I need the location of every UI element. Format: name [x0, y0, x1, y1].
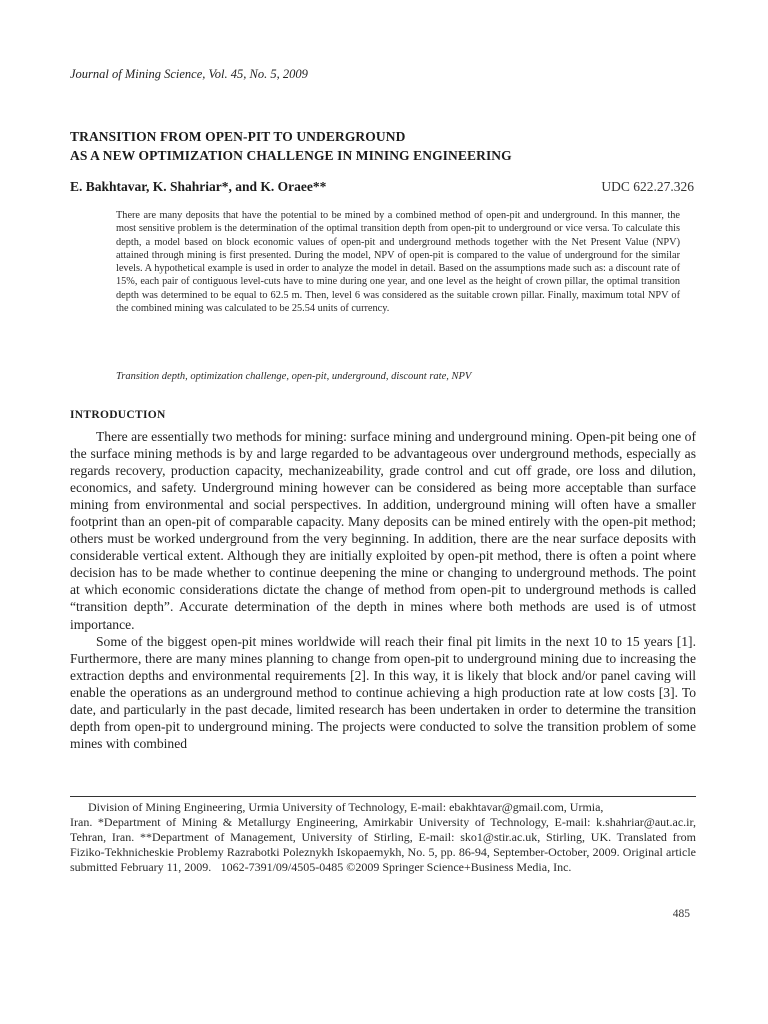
- title-line-2: AS A NEW OPTIMIZATION CHALLENGE IN MINING ENGINEERING: [70, 148, 512, 163]
- footnote-divider: [70, 796, 696, 797]
- footnote-line-1: Division of Mining Engineering, Urmia University of Technology, E-mail: ebakhtavar@gmail.com, Urmia,: [88, 800, 604, 814]
- keywords: Transition depth, optimization challenge, open-pit, underground, discount rate, NPV: [116, 371, 472, 382]
- footnote-continued: Iran. *Department of Mining & Metallurgy Engineering, Amirkabir University of Technology, E-mail: k.shahriar@aut.ac.ir, Tehran, Iran. **Department of Management, University of Stirling, E-mail: sko1@stir.ac.uk, Stirling, UK. Translated from Fiziko-Tekhnicheskie Problemy Razrabotki Poleznykh Iskopaemykh, No. 5, pp. 86-94, September-October, 2009. Original article submitted February 11, 2009.: [70, 814, 696, 874]
- body-text: [70, 428, 696, 752]
- title-line-1: TRANSITION FROM OPEN-PIT TO UNDERGROUND: [70, 129, 406, 144]
- section-heading-introduction: INTRODUCTION: [70, 409, 166, 421]
- abstract-text: There are many deposits that have the potential to be mined by a combined method of open-pit and underground. In this manner, the most sensitive problem is the determination of the optimal transition depth from open-pit to underground or vice versa. To calculate this depth, a model based on block economic values of open-pit and underground methods together with the Net Present Value (NPV) attained through mining is first presented. During the model, NPV of open-pit is compared to the value of underground for the similar levels. A hypothetical example is used in order to analyze the model in detail. Based on the assumptions made such as: a discount rate of 15%, each pair of contiguous level-cuts have to mine during one year, and one level as the height of crown pillar, the optimal transition depth was determined to be equal to 62.5 m. Then, level 6 was considered as the suitable crown pillar. Finally, maximum total NPV of the combined mining was calculated to be 25.54 units of currency.: [116, 210, 680, 315]
- journal-citation: Journal of Mining Science, Vol. 45, No. 5, 2009: [70, 67, 308, 81]
- page-number: 485: [672, 908, 690, 920]
- copyright-line: [0, 860, 768, 875]
- author-list: E. Bakhtavar, K. Shahriar*, and K. Oraee**: [70, 179, 327, 194]
- abstract: [116, 209, 680, 315]
- paragraph-2: Some of the biggest open-pit mines worldwide will reach their final pit limits in the next 10 to 15 years [1]. Furthermore, there are many mines planning to change from open-pit to underground mining due to increasing the extraction depths and environmental requirements [2]. In this way, it is likely that block and/or panel caving will enable the operations as an underground method to continue achieving a high production rate at low costs [3]. To date, and particularly in the past decade, limited research has been undertaken in order to determine the transition depth from open-pit to underground mining. The projects were conducted to solve the transition problem of some mines with combined: [70, 633, 696, 751]
- article-title: [70, 127, 512, 165]
- udc-code: UDC 622.27.326: [601, 179, 694, 194]
- copyright-text: 1062-7391/09/4505-0485 ©2009 Springer Science+Business Media, Inc.: [220, 860, 572, 874]
- paragraph-1: There are essentially two methods for mining: surface mining and underground mining. Open-pit being one of the surface mining methods is by and large regarded to be advantageous over underground methods, especially as regards recovery, production capacity, mechanizeability, grade control and cut off grade, ore loss and dilution, economics, and safety. Underground mining however can be considered as being more acceptable than surface mining from environmental and social perspectives. In addition, underground mining will often have a smaller footprint than an open-pit of comparable capacity. Many deposits can be mined entirely with the open-pit method; others must be worked underground from the very beginning. In addition, there are the near surface deposits with considerable vertical extent. Although they are initially exploited by open-pit method, there is often a point where decision has to be made whether to continue deepening the mine or changing to underground methods. The point at which economic considerations dictate the change of method from open-pit to underground methods is called “transition depth”. Accurate determination of the depth in mines where both methods are used is of utmost importance.: [70, 429, 696, 632]
